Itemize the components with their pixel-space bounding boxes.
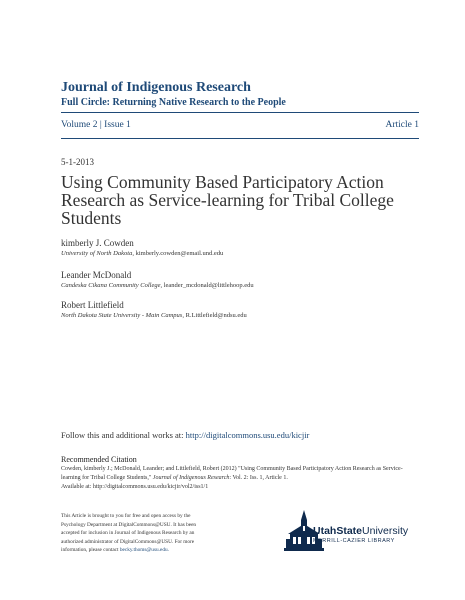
access-note-text: This Article is brought to you for free and open access by the Psychology Department at DigitalCommons@USU. It has been accepted for inclusion in Journal of Indigenous Research by an authorized administrator of DigitalCommons@USU. For more information, please contact — [61, 513, 197, 553]
journal-subtitle: Full Circle: Returning Native Research to the People — [61, 97, 286, 108]
volume-issue-link[interactable]: Volume 2 | Issue 1 — [61, 120, 131, 130]
university-logo[interactable] — [313, 525, 408, 544]
author-institution: Candeska Cikana Community College — [61, 282, 161, 289]
author-affiliation — [61, 250, 223, 257]
follow-line — [61, 430, 309, 440]
article-number-link[interactable]: Article 1 — [385, 120, 419, 130]
library-name: MERRILL-CAZIER LIBRARY — [313, 538, 395, 544]
author-affiliation — [61, 282, 254, 289]
author-email[interactable]: , kimberly.cowden@email.und.edu — [132, 250, 224, 257]
citation-url[interactable]: Available at: http://digitalcommons.usu.edu/kicjir/vol2/iss1/1 — [61, 484, 209, 490]
author-email[interactable]: , leander_mcdonald@littlehoop.edu — [160, 282, 254, 289]
citation-journal: Journal of Indigenous Research — [152, 475, 230, 481]
author-institution: University of North Dakota — [61, 250, 133, 257]
author-name: Robert Littlefield — [61, 300, 124, 310]
author-block — [61, 270, 254, 289]
author-email[interactable]: , R.Littlefield@ndsu.edu — [182, 312, 247, 319]
university-name — [313, 525, 408, 537]
citation-heading: Recommended Citation — [61, 455, 137, 464]
contact-email-link[interactable]: becky.thoms@usu.edu. — [119, 547, 169, 553]
author-block — [61, 238, 223, 257]
university-name-rest: University — [362, 525, 409, 537]
university-name-bold: UtahState — [313, 525, 363, 537]
author-name: Leander McDonald — [61, 270, 132, 280]
author-block — [61, 300, 247, 319]
article-title: Using Community Based Participatory Action Research as Service-learning for Tribal College Students — [61, 172, 394, 228]
divider-top — [61, 112, 419, 113]
citation-body: Cowden, kimberly J.; McDonald, Leander; and Littlefield, Robert (2012) "Using Community Based Participatory Action Research as Service-learning for Tribal College Students," — [61, 466, 403, 481]
repository-link[interactable]: http://digitalcommons.usu.edu/kicjir — [185, 430, 310, 440]
author-institution: North Dakota State University - Main Campus — [61, 312, 183, 319]
publication-date: 5-1-2013 — [61, 157, 94, 167]
citation-volume: : Vol. 2: Iss. 1, Article 1. — [229, 475, 288, 481]
author-affiliation — [61, 312, 247, 319]
citation-text — [61, 465, 421, 492]
divider-bottom — [61, 138, 419, 139]
access-note — [61, 512, 211, 555]
author-name: kimberly J. Cowden — [61, 238, 134, 248]
follow-text: Follow this and additional works at: — [61, 430, 186, 440]
journal-title-link[interactable]: Journal of Indigenous Research — [61, 80, 251, 95]
